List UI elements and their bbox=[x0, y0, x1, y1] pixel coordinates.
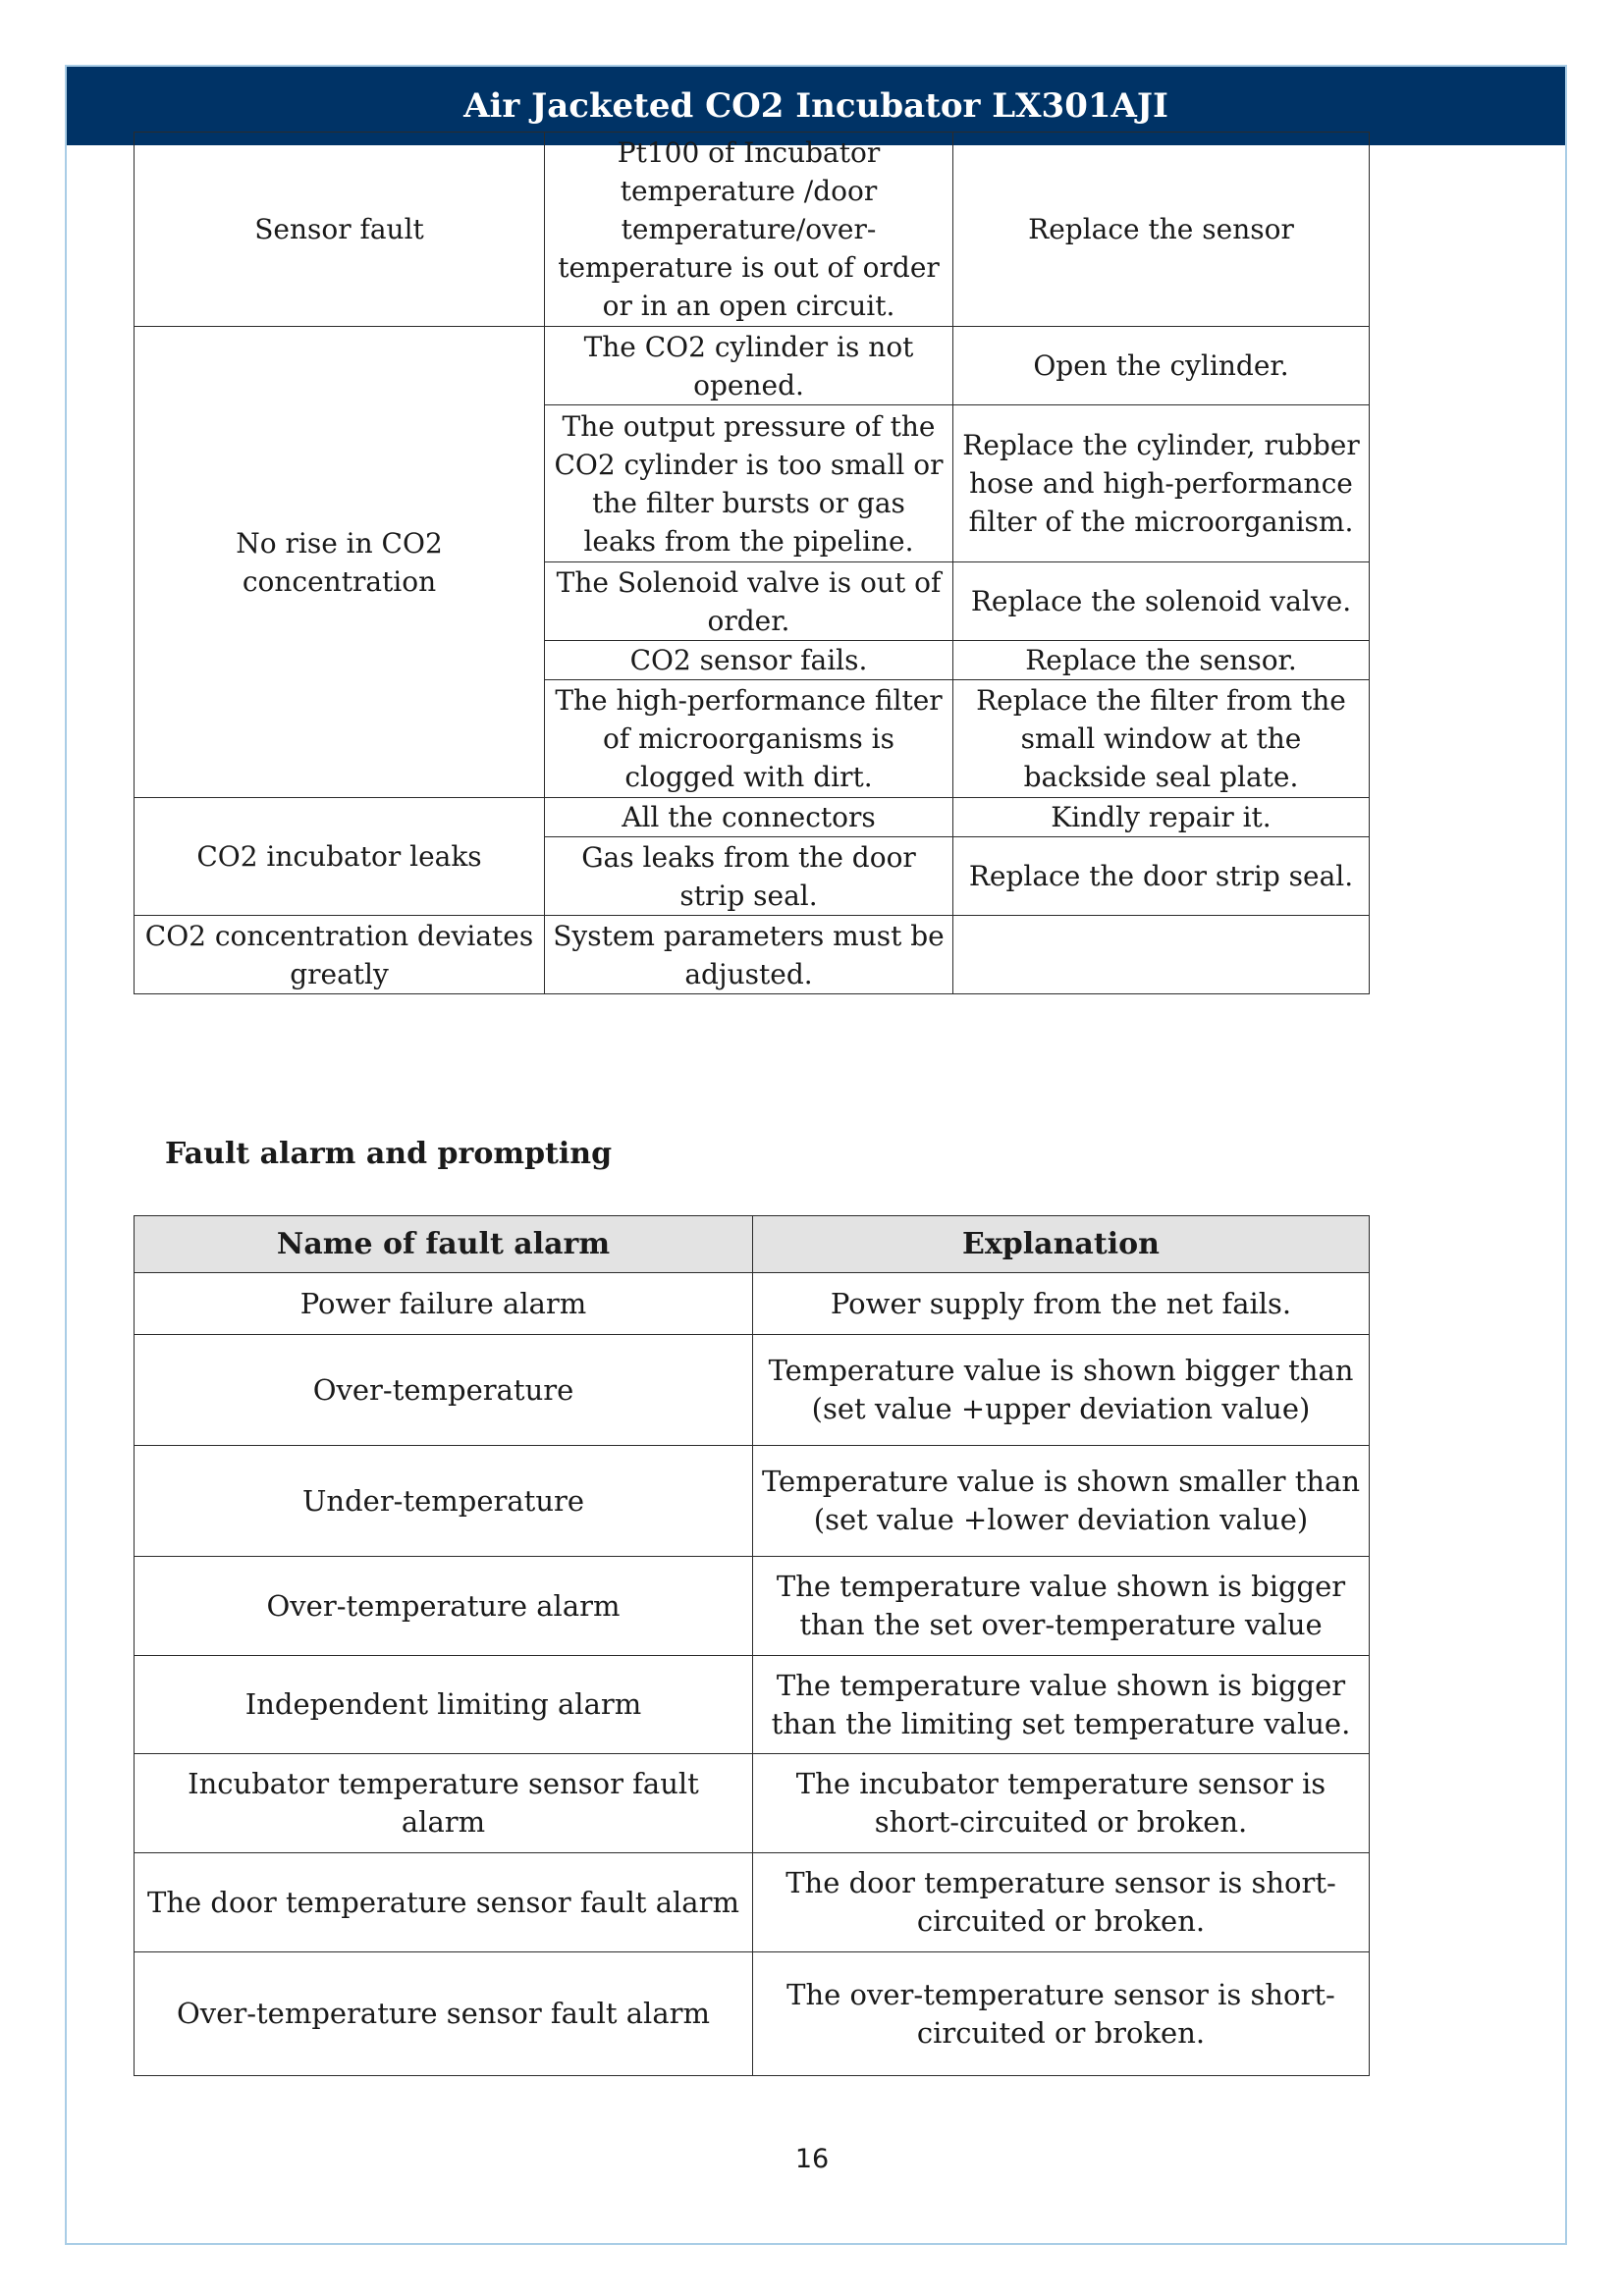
cause-cell: All the connectors bbox=[545, 798, 953, 837]
solution-cell: Kindly repair it. bbox=[953, 798, 1370, 837]
table-row bbox=[135, 1656, 1370, 1754]
page-title: Air Jacketed CO2 Incubator LX301AJI bbox=[463, 86, 1168, 126]
fault-cell: CO2 incubator leaks bbox=[135, 798, 545, 916]
alarm-name-cell: Over-temperature bbox=[135, 1335, 753, 1446]
cause-cell: The CO2 cylinder is not opened. bbox=[545, 327, 953, 405]
table-row bbox=[135, 916, 1370, 994]
alarm-explanation-cell: Temperature value is shown bigger than (set value +upper deviation value) bbox=[753, 1335, 1370, 1446]
table-row bbox=[135, 1446, 1370, 1557]
cause-cell: System parameters must be adjusted. bbox=[545, 916, 953, 994]
table-row bbox=[135, 1557, 1370, 1656]
cause-cell: CO2 sensor fails. bbox=[545, 641, 953, 680]
fault-cell: No rise in CO2 concentration bbox=[135, 327, 545, 798]
table-header-row bbox=[135, 1216, 1370, 1273]
alarm-name-cell: Over-temperature sensor fault alarm bbox=[135, 1952, 753, 2076]
solution-cell: Replace the solenoid valve. bbox=[953, 562, 1370, 641]
cause-cell: Gas leaks from the door strip seal. bbox=[545, 837, 953, 916]
solution-cell: Replace the cylinder, rubber hose and high-performance filter of the microorganism. bbox=[953, 405, 1370, 562]
solution-cell bbox=[953, 916, 1370, 994]
solution-cell: Replace the sensor. bbox=[953, 641, 1370, 680]
fault-cell: CO2 concentration deviates greatly bbox=[135, 916, 545, 994]
alarm-name-cell: Under-temperature bbox=[135, 1446, 753, 1557]
table-row bbox=[135, 1952, 1370, 2076]
table-row bbox=[135, 1335, 1370, 1446]
column-header-explanation: Explanation bbox=[753, 1216, 1370, 1273]
alarm-explanation-cell: The incubator temperature sensor is short-circuited or broken. bbox=[753, 1754, 1370, 1853]
cause-cell: The high-performance filter of microorganisms is clogged with dirt. bbox=[545, 680, 953, 798]
section-heading: Fault alarm and prompting bbox=[165, 1137, 613, 1171]
solution-cell: Replace the door strip seal. bbox=[953, 837, 1370, 916]
cause-cell: Pt100 of Incubator temperature /door temperature/over-temperature is out of order or in an open circuit. bbox=[545, 133, 953, 327]
table-row bbox=[135, 327, 1370, 405]
table-row bbox=[135, 133, 1370, 327]
cause-cell: The output pressure of the CO2 cylinder is too small or the filter bursts or gas leaks from the pipeline. bbox=[545, 405, 953, 562]
table-row bbox=[135, 798, 1370, 837]
alarm-explanation-cell: The over-temperature sensor is short-circuited or broken. bbox=[753, 1952, 1370, 2076]
table-row bbox=[135, 1754, 1370, 1853]
fault-cell: Sensor fault bbox=[135, 133, 545, 327]
alarm-explanation-cell: The door temperature sensor is short-circuited or broken. bbox=[753, 1853, 1370, 1952]
alarm-name-cell: Independent limiting alarm bbox=[135, 1656, 753, 1754]
solution-cell: Replace the sensor bbox=[953, 133, 1370, 327]
alarm-name-cell: Over-temperature alarm bbox=[135, 1557, 753, 1656]
alarm-explanation-cell: Temperature value is shown smaller than (set value +lower deviation value) bbox=[753, 1446, 1370, 1557]
alarm-explanation-cell: The temperature value shown is bigger than the limiting set temperature value. bbox=[753, 1656, 1370, 1754]
column-header-name: Name of fault alarm bbox=[135, 1216, 753, 1273]
solution-cell: Open the cylinder. bbox=[953, 327, 1370, 405]
alarm-explanation-cell: Power supply from the net fails. bbox=[753, 1273, 1370, 1335]
table-row bbox=[135, 1273, 1370, 1335]
alarm-explanation-cell: The temperature value shown is bigger than the set over-temperature value bbox=[753, 1557, 1370, 1656]
troubleshooting-table bbox=[134, 132, 1370, 994]
cause-cell: The Solenoid valve is out of order. bbox=[545, 562, 953, 641]
alarm-name-cell: Power failure alarm bbox=[135, 1273, 753, 1335]
table-row bbox=[135, 1853, 1370, 1952]
alarm-name-cell: Incubator temperature sensor fault alarm bbox=[135, 1754, 753, 1853]
page-number: 16 bbox=[794, 2144, 830, 2174]
solution-cell: Replace the filter from the small window at the backside seal plate. bbox=[953, 680, 1370, 798]
alarm-table bbox=[134, 1215, 1370, 2076]
alarm-name-cell: The door temperature sensor fault alarm bbox=[135, 1853, 753, 1952]
